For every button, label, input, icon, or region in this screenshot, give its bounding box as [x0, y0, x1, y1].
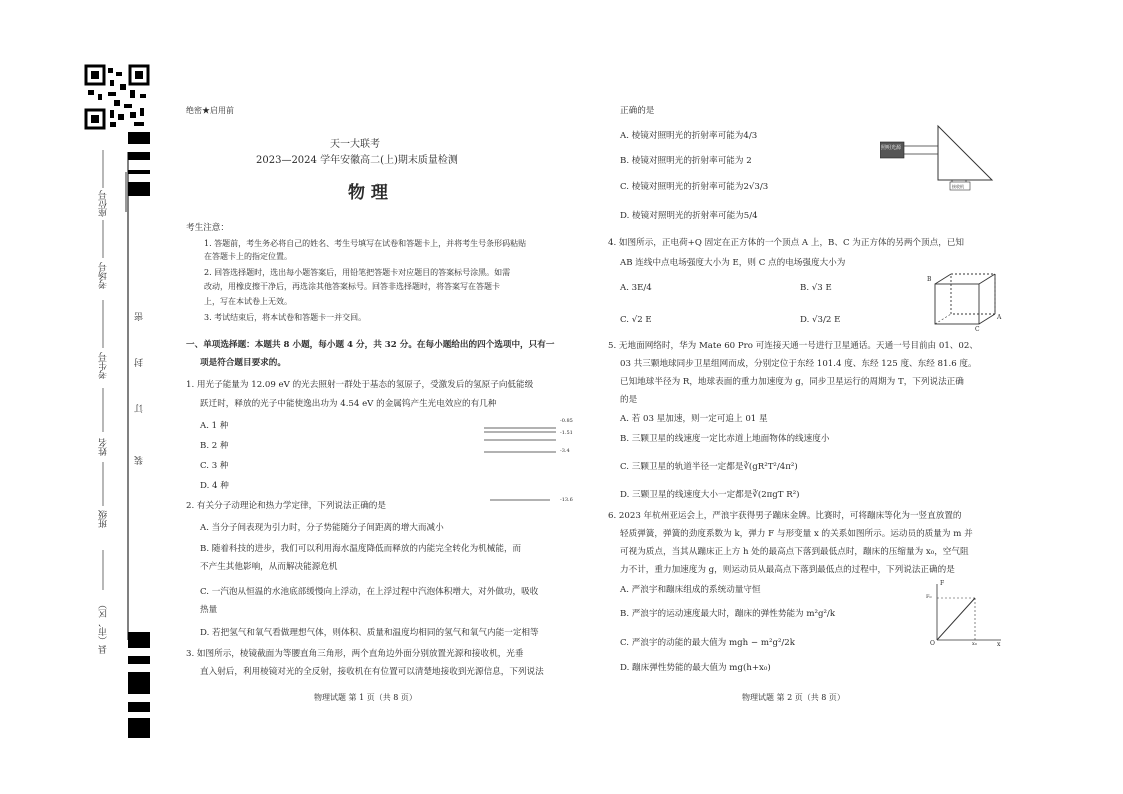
q4-stem: 4. 如图所示，正电荷+Q 固定在正方体的一个顶点 A 上，B、C 为正方体的另两个顶点，已知 [608, 238, 964, 248]
q6-stem: 轻质弹簧，弹簧的劲度系数为 k，弹力 F 与形变量 x 的关系如图所示。运动员的质量为 m 并 [620, 529, 973, 539]
cut-mark-mi: 密 [135, 312, 145, 321]
graph-x-label: x [997, 641, 1001, 648]
q2-option-c-cont: 热量 [200, 605, 218, 615]
q3-option-c: C. 棱镜对照明光的折射率可能为2√3/3 [620, 182, 769, 192]
q6-stem: 6. 2023 年杭州亚运会上，严浪宇获得男子蹦床金牌。比赛时，可将蹦床等化为一竖直放置的 [608, 511, 962, 521]
qr-code [84, 64, 150, 130]
q4-option-b: B. √3 E [800, 283, 832, 293]
q2-stem: 2. 有关分子动理论和热力学定律，下列说法正确的是 [186, 501, 386, 511]
q3-option-d: D. 棱镜对照明光的折射率可能为5/4 [620, 211, 758, 221]
q2-option-b: B. 随着科技的进步，我们可以利用海水温度降低而释放的内能完全转化为机械能，而 [200, 544, 522, 554]
binding-strip-graphic [82, 62, 152, 740]
section1-title-cont: 项是符合题目要求的。 [200, 358, 286, 368]
q5-option-b: B. 三颗卫星的线速度一定比赤道上地面物体的线速度小 [620, 434, 830, 444]
label-class: 班级 [99, 510, 109, 528]
prism-graphic [880, 124, 1000, 192]
energy-label: -1.51 [560, 430, 573, 436]
energy-label: -13.6 [560, 497, 573, 503]
q6-option-b: B. 严浪宇的运动速度最大时，蹦床的弹性势能为 m²g²/k [620, 609, 836, 619]
q6-option-c: C. 严浪宇的动能的最大值为 mgh − m²g²/2k [620, 638, 795, 648]
q6-option-d: D. 蹦床弹性势能的最大值为 mg(h+x₀) [620, 663, 771, 673]
q2-option-d: D. 若把氢气和氧气看做理想气体，则体积、质量和温度均相同的氢气和氧气内能一定相等 [200, 628, 539, 638]
graph-x0-label: x₀ [972, 641, 977, 647]
q5-option-a: A. 若 03 星加速，则一定可追上 01 星 [620, 414, 768, 424]
q3-option-a: A. 棱镜对照明光的折射率可能为4/3 [620, 131, 758, 141]
qr-code-graphic [84, 64, 150, 130]
q1-option-c: C. 3 种 [200, 461, 229, 471]
label-examno: 考生号 [99, 352, 109, 379]
cube-label-a: A [997, 314, 1002, 321]
q5-option-d: D. 三颗卫星的线速度大小一定都是∛(2πgT R²) [620, 490, 800, 500]
q4-stem-cont: AB 连线中点电场强度大小为 E，则 C 点的电场强度大小为 [620, 258, 846, 268]
notice-line: 3. 考试结束后，将本试卷和答题卡一并交回。 [204, 313, 367, 322]
q1-option-a: A. 1 种 [200, 421, 229, 431]
cube-diagram [925, 270, 1005, 330]
binding-underlines [100, 150, 106, 650]
secret-tag: 绝密★启用前 [186, 106, 234, 115]
q4-option-a: A. 3E/4 [620, 283, 652, 293]
q6-option-a: A. 严浪宇和蹦床组成的系统动量守恒 [620, 585, 761, 595]
q5-option-c: C. 三颗卫星的轨道半径一定都是∛(gR²T²/4π²) [620, 462, 798, 472]
graph-f0-label: F₀ [926, 594, 932, 600]
notice-line: 1. 答题前，考生务必将自己的姓名、考生号填写在试卷和答题卡上，并将考生号条形码粘贴 [204, 239, 527, 248]
prism-diagram [880, 124, 1000, 192]
footer-left: 物理试题 第 1 页（共 8 页） [314, 693, 417, 702]
q1-stem-cont: 跃迁时，释放的光子中能使逸出功为 4.54 eV 的金属钨产生光电效应的有几种 [200, 399, 497, 409]
notice-line: 在答题卡上的指定位置。 [204, 252, 292, 261]
energy-label: -3.4 [560, 448, 570, 454]
q3-stem-tail: 正确的是 [620, 106, 655, 116]
notice-line: 上，写在本试卷上无效。 [204, 297, 292, 306]
cube-label-c: C [975, 326, 980, 333]
exam-org: 天一大联考 [330, 139, 380, 150]
q2-option-b-cont: 不产生其他影响，从而解决能源危机 [200, 562, 338, 572]
q5-stem: 5. 无地面网络时，华为 Mate 60 Pro 可连接天通一号进行卫星通话。天通一号目前由 01、02、 [608, 341, 978, 351]
notice-title: 考生注意： [186, 223, 229, 233]
label-room: 考场号 [99, 262, 109, 289]
q4-option-d: D. √3/2 E [800, 315, 841, 325]
q1-stem: 1. 用光子能量为 12.09 eV 的光去照射一群处于基态的氢原子，受激发后的氢原子向低能级 [186, 380, 534, 390]
cut-mark-zhuang: 装 [135, 456, 145, 465]
notice-line: 改动，用橡皮擦干净后，再选涂其他答案标号。回答非选择题时，将答案写在答题卡 [204, 282, 500, 291]
label-seat: 座位号 [99, 190, 109, 217]
label-name: 姓名 [99, 438, 109, 456]
graph-origin-label: O [930, 640, 935, 647]
label-county: 县（市、区） [99, 600, 109, 654]
q1-option-b: B. 2 种 [200, 441, 229, 451]
q5-stem: 的是 [620, 395, 638, 405]
force-graph-graphic [925, 580, 1005, 650]
notice-line: 2. 回答选择题时，选出每小题答案后，用铅笔把答题卡对应题目的答案标号涂黑。如需 [204, 268, 511, 277]
cube-graphic [925, 270, 1005, 330]
section1-title: 一、单项选择题：本题共 8 小题，每小题 4 分，共 32 分。在每小题给出的四个选项中，只有一 [186, 340, 555, 350]
cube-label-b: B [927, 276, 932, 283]
prism-receiver-label: 接收机 [952, 184, 964, 189]
binding-strip [82, 62, 152, 740]
subject-title: 物 理 [348, 183, 388, 203]
q6-stem: 可视为质点，当其从蹦床正上方 h 处的最高点下落到最低点时，蹦床的压缩量为 x₀，空气阻 [620, 547, 969, 557]
q3-option-b: B. 棱镜对照明光的折射率可能为 2 [620, 156, 752, 166]
q5-stem: 已知地球半径为 R，地球表面的重力加速度为 g，同步卫星运行的周期为 T，下列说法正确 [620, 377, 964, 387]
footer-right: 物理试题 第 2 页（共 8 页） [742, 693, 845, 702]
prism-source-label: 照明光源 [881, 145, 902, 151]
force-graph [925, 580, 1005, 650]
q2-option-c: C. 一汽泡从恒温的水池底部缓慢向上浮动，在上浮过程中汽泡体积增大，对外做功，吸收 [200, 587, 539, 597]
q3-stem: 3. 如图所示，棱镜截面为等腰直角三角形，两个直角边外面分别放置光源和接收机，光垂 [186, 649, 524, 659]
q4-option-c: C. √2 E [620, 315, 652, 325]
graph-y-label: F [940, 580, 945, 587]
q6-stem: 力不计，重力加速度为 g，则运动员从最高点下落到最低点的过程中，下列说法正确的是 [620, 565, 955, 575]
cut-mark-feng: 封 [135, 358, 145, 367]
cut-mark-ding: 订 [135, 404, 145, 413]
exam-name: 2023—2024 学年安徽高二(上)期末质量检测 [256, 155, 458, 166]
q5-stem: 03 共三颗地球同步卫星组网而成，分别定位于东经 101.4 度、东经 125 度、东经 81.6 度。 [620, 359, 977, 369]
q3-stem-cont: 直入射后，利用棱镜对光的全反射，接收机在有位置可以清楚地接收到光源信息，下列说法 [200, 667, 544, 677]
q1-option-d: D. 4 种 [200, 481, 229, 491]
q2-option-a: A. 当分子间表现为引力时，分子势能随分子间距离的增大而减小 [200, 523, 444, 533]
energy-label: -0.85 [560, 418, 573, 424]
